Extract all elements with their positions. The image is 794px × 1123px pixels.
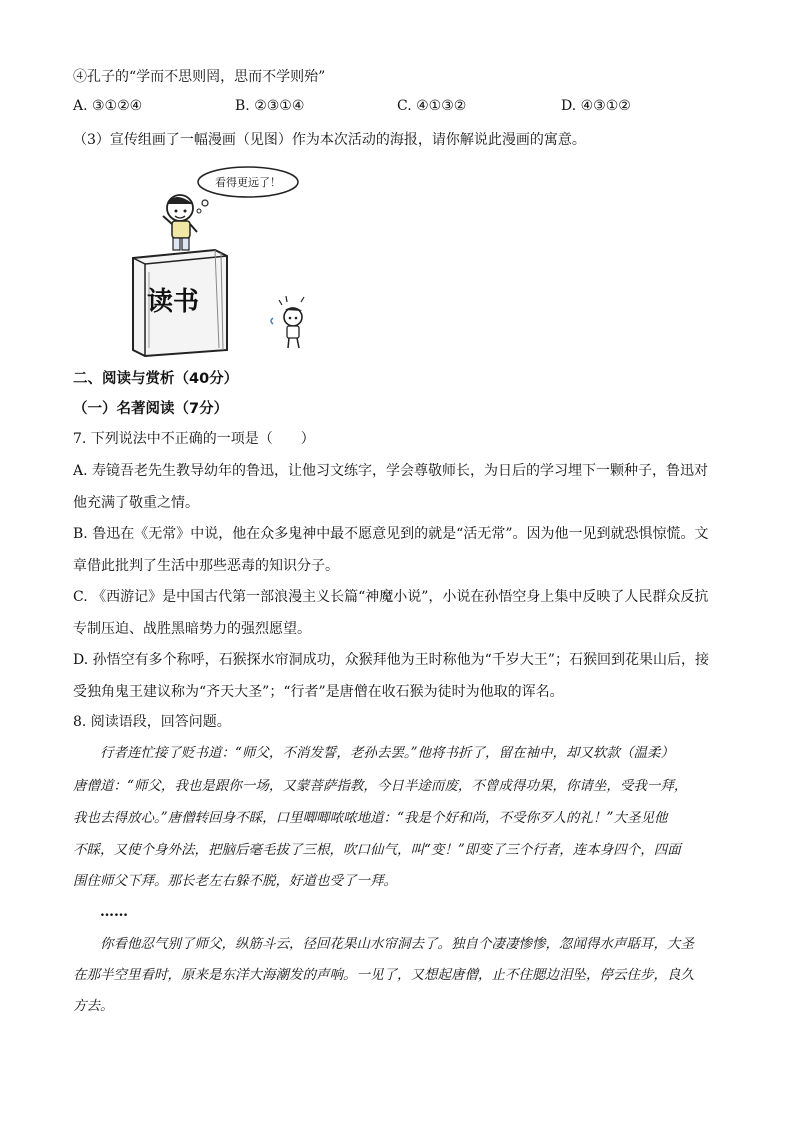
- reading-cartoon: [115, 160, 355, 360]
- section-title: 二、阅读与赏析（40分）: [73, 371, 239, 387]
- q7-stem: 7. 下列说法中不正确的一项是（ ）: [73, 431, 315, 447]
- q6-item4: ④孔子的“学而不思则罔，思而不学则殆”: [73, 69, 326, 85]
- q8-stem: 8. 阅读语段，回答问题。: [73, 714, 231, 730]
- passage-1-line3: 我也去得放心。”唐僧转回身不睬，口里唧唧哝哝地道：“我是个好和尚，不受你歹人的礼！”大圣见他: [73, 810, 668, 826]
- q7-option-d-line2: 受独角鬼王建议称为“齐天大圣”；“行者”是唐僧在收石猴为徒时为他取的诨名。: [73, 684, 564, 700]
- passage-2-line1: 你看他忍气别了师父，纵筋斗云，径回花果山水帘洞去了。独自个凄凄惨惨，忽闻得水声聒耳，大圣: [100, 936, 694, 952]
- q7-option-c-line1: C. 《西游记》是中国古代第一部浪漫主义长篇“神魔小说”，小说在孙悟空身上集中反映了人民群众反抗: [73, 589, 709, 605]
- tall-boy-icon: [163, 195, 197, 250]
- choice-d[interactable]: D. ④③①②: [561, 98, 631, 114]
- passage-1-line1: 行者连忙接了贬书道：“师父，不消发誓，老孙去罢。”他将书折了，留在袖中，却又软款（温柔）: [100, 745, 675, 761]
- choice-b[interactable]: B. ②③①④: [235, 98, 305, 114]
- passage-2-line3: 方去。: [73, 998, 114, 1014]
- q7-option-a-line1: A. 寿镜吾老先生教导幼年的鲁迅，让他习文练字，学会尊敬师长，为日后的学习埋下一颗种子，鲁迅对: [73, 463, 709, 479]
- q7-option-a-line2: 他充满了敬重之情。: [73, 495, 199, 511]
- ellipsis: ……: [100, 904, 128, 920]
- subsection-title: （一）名著阅读（7分）: [73, 401, 229, 417]
- passage-1-line2: 唐僧道：“师父，我也是跟你一场，又蒙菩萨指教，今日半途而废，不曾成得功果，你请坐，受我一拜，: [73, 778, 688, 794]
- q6-part3: （3）宣传组画了一幅漫画（见图）作为本次活动的海报，请你解说此漫画的寓意。: [73, 132, 586, 148]
- q7-option-c-line2: 专制压迫、战胜黑暗势力的强烈愿望。: [73, 621, 311, 637]
- q7-option-b-line2: 章借此批判了生活中那些恶毒的知识分子。: [73, 558, 339, 574]
- choice-a[interactable]: A. ③①②④: [73, 98, 143, 114]
- q7-option-d-line1: D. 孙悟空有多个称呼，石猴探水帘洞成功，众猴拜他为王时称他为“千岁大王”；石猴回到花果山后，接: [73, 652, 709, 668]
- book-title: 读书: [146, 287, 200, 317]
- q7-option-b-line1: B. 鲁迅在《无常》中说，他在众多鬼神中最不愿意见到的就是“活无常”。因为他一见到就恐惧惊慌。文: [73, 526, 709, 542]
- q6-choices: [73, 98, 733, 118]
- choice-c[interactable]: C. ④①③②: [397, 98, 467, 114]
- speech-text: 看得更远了！: [215, 176, 281, 189]
- passage-2-line2: 在那半空里看时，原来是东洋大海潮发的声响。一见了，又想起唐僧，止不住腮边泪坠，停云住步，良久: [73, 967, 694, 983]
- passage-1-line5: 围住师父下拜。那长老左右躲不脱，好道也受了一拜。: [73, 873, 397, 889]
- passage-1-line4: 不睬，又使个身外法，把脑后毫毛拔了三根，吹口仙气，叫“变！”即变了三个行者，连本身四个，四面: [73, 842, 681, 858]
- small-boy-icon: [271, 296, 304, 348]
